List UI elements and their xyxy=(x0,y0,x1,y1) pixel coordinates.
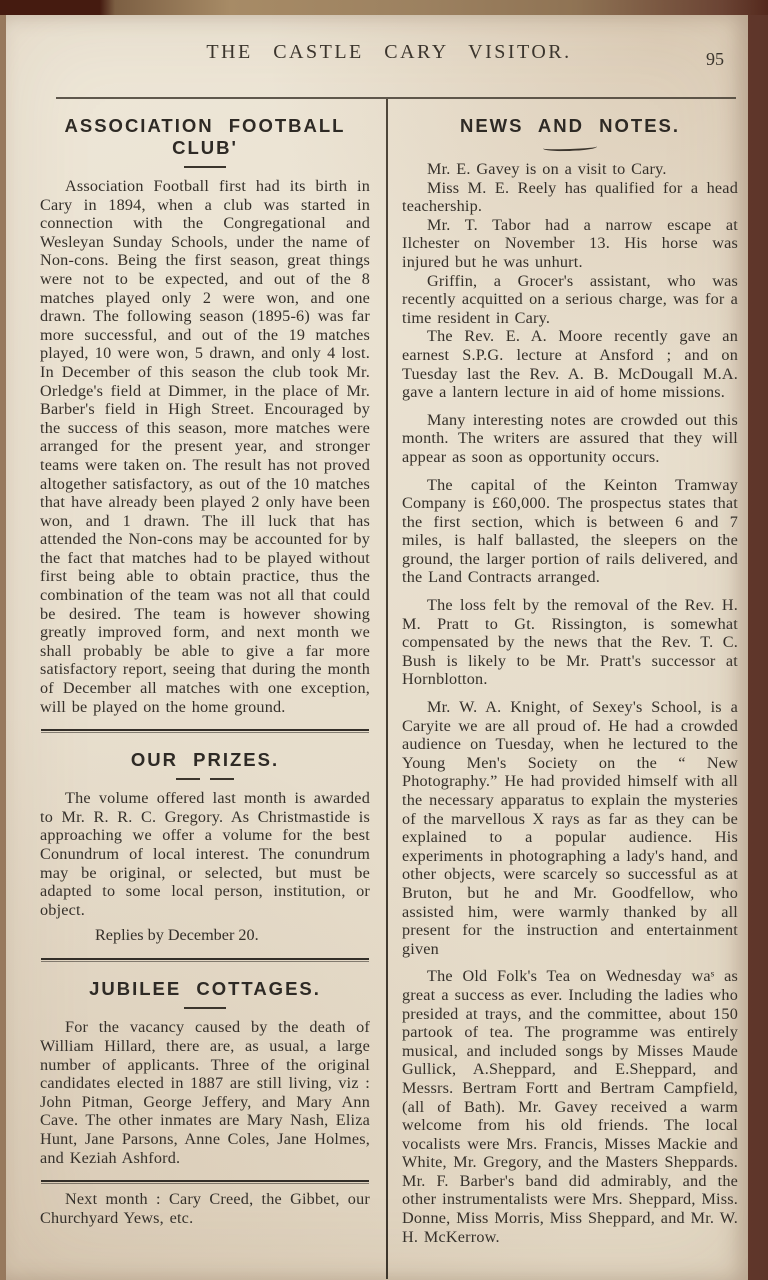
article-prizes-body: The volume offered last month is awarded to Mr. R. R. C. Gregory. As Christmastide is approaching we offer a volume for the best Conundrum of local interest. The conundrum may be original, or selected, but must be adapted to some local person, institution, or object. xyxy=(40,789,370,919)
section-divider xyxy=(41,729,369,733)
section-divider xyxy=(41,958,369,962)
two-column-layout xyxy=(40,99,738,1279)
news-item: Mr. E. Gavey is on a visit to Cary. xyxy=(427,160,667,178)
heading-ornament xyxy=(184,1007,226,1009)
news-item: The loss felt by the removal of the Rev. H. M. Pratt to Gt. Rissington, is somewhat compensated by the news that the Rev. T. C. Bush is likely to be Mr. Pratt's successor at Hornblotton. xyxy=(402,596,738,689)
next-month-note: Next month : Cary Creed, the Gibbet, our Churchyard Yews, etc. xyxy=(40,1190,370,1227)
section-heading-news: NEWS AND NOTES. xyxy=(459,115,681,136)
header-rule xyxy=(56,97,736,99)
article-football-body: Association Football first had its birth in Cary in 1894, when a club was started in connection with the Congregational and Wesleyan Sunday Schools, under the name of Non-cons. Being the first season, great things were not to be expected, and out of the 8 matches played only 2 were won, and one drawn. The following season (1895-6) was far more successful, and out of the 19 matches played, 10 were won, 5 drawn, and only 4 lost. In December of this season the club took Mr. Orledge's field at Dimmer, in the place of Mr. Barber's field in High Street. Encouraged by the success of this season, more matches were arranged for the present year, and stronger teams were taken on. The result has not proved altogether satisfactory, as out of the 10 matches that have already been played 2 only have been won, and 1 drawn. The ill luck that has attended the Non-cons may be accounted for by the fact that matches had to be played without first being able to obtain practice, thus the combination of the team was not all that could be desired. The team is however showing greatly improved form, and next month we shall probably be able to give a far more satisfactory report, seeing that during the month of December all matches with one exception, will be played on the home ground. xyxy=(40,177,370,716)
page-number: 95 xyxy=(706,49,724,69)
right-column xyxy=(388,99,738,1279)
article-cottages-body: For the vacancy caused by the death of William Hillard, there are, as usual, a large number of applicants. Three of the original candidates elected in 1887 are still living, viz : John Pitman, George Jeffery, and Mary Ann Cave. The other inmates are Mary Nash, Eliza Hunt, Jane Parsons, Anne Coles, Jane Holmes, and Keziah Ashford. xyxy=(40,1018,370,1167)
news-item: Griffin, a Grocer's assistant, who was recently acquitted on a serious charge, was for a time resident in Cary. xyxy=(402,271,738,327)
section-heading-prizes: OUR PRIZES. xyxy=(130,749,280,771)
news-item: The capital of the Keinton Tramway Company is £60,000. The prospectus states that the first section, which is between 6 and 7 miles, is half ballasted, the sleepers on the ground, the larger portion of rails delivered, and the Land Contracts arranged. xyxy=(402,475,738,587)
news-item: The Rev. E. A. Moore recently gave an earnest S.P.G. lecture at Ansford ; and on Tuesday last the Rev. A. B. McDougall M.A. gave a lantern lecture in aid of home missions. xyxy=(402,327,738,402)
news-item: Many interesting notes are crowded out this month. The writers are assured that they will appear as soon as opportunity occurs. xyxy=(402,410,738,466)
page-title: THE CASTLE CARY VISITOR. xyxy=(206,41,572,63)
heading-ornament xyxy=(543,143,597,152)
section-heading-cottages: JUBILEE COTTAGES. xyxy=(89,978,321,1000)
left-column xyxy=(40,99,370,1279)
heading-ornament xyxy=(176,778,234,780)
section-divider xyxy=(41,1180,369,1184)
book-top-edge xyxy=(0,0,768,15)
news-item: Mr. W. A. Knight, of Sexey's School, is a Caryite we are all proud of. He had a crowded audience on Tuesday, when he lectured to the Young Men's Society on the “ New Photography.” He had provided himself with all the necessary apparatus to explain the mysteries of the marvellous X rays as far as they can be explained to a popular audience. His experiments in photographing a lady's hand, and other objects, were scarcely so successful as at Bruton, but he and Mr. Goodfellow, who assisted him, were warmly thanked by all present for the instruction and entertainment given xyxy=(402,698,738,958)
section-heading-football: ASSOCIATION FOOTBALL CLUB' xyxy=(64,115,346,158)
news-item: The Old Folk's Tea on Wednesday waˢ as great a success as ever. Including the ladies who presided at trays, and the committee, about 150 partook of tea. The programme was entirely musical, and included songs by Misses Maude Gullick, A.Sheppard, and E.Sheppard, and Messrs. Bertram Fortt and Bertram Campfield, (all of Bath). Mr. Gavey received a warm welcome from his old friends. The local vocalists were Mrs. Francis, Misses Mackie and White, Mr. Gregory, and the Masters Sheppards. Mr. F. Barber's band did admirably, and the other instrumentalists were Mrs. Sheppard, Miss. Donne, Miss Morris, Miss Sheppard, and Mr. W. H. McKerrow. xyxy=(402,967,738,1246)
prizes-reply-line: Replies by December 20. xyxy=(95,926,259,945)
heading-ornament xyxy=(184,166,226,168)
magazine-page xyxy=(6,15,748,1280)
news-item: Miss M. E. Reely has qualified for a head teachership. xyxy=(402,178,738,216)
page-header xyxy=(40,15,738,93)
news-item: Mr. T. Tabor had a narrow escape at Ilchester on November 13. His horse was injured but he was unhurt. xyxy=(402,215,738,271)
